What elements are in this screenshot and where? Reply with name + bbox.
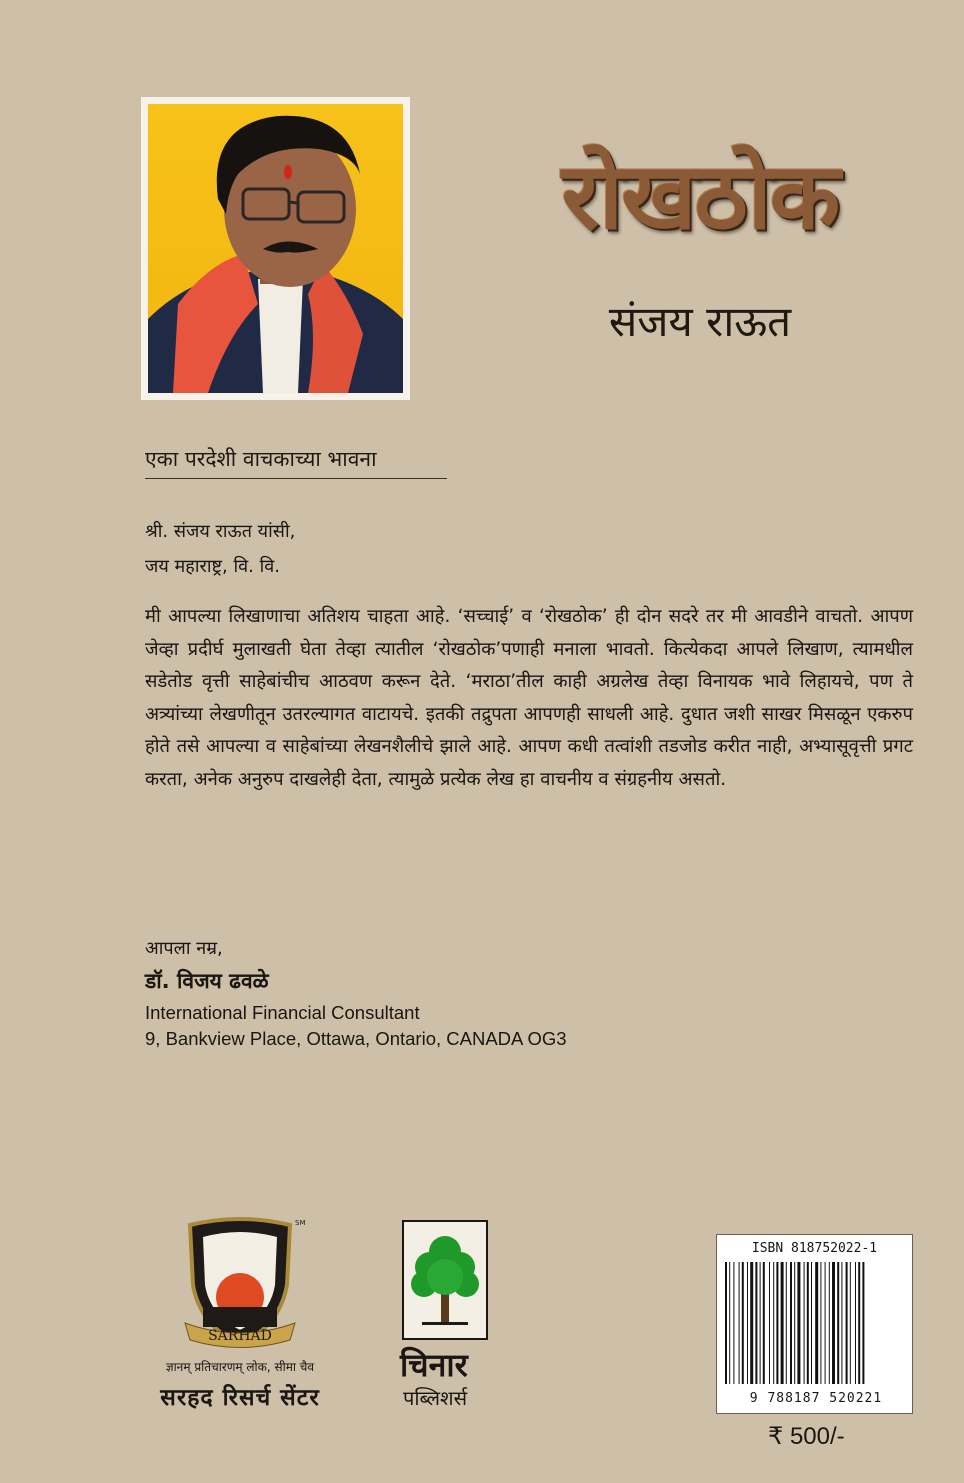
letter-heading: एका परदेशी वाचकाच्या भावना	[145, 447, 377, 471]
salutation-line-1: श्री. संजय राऊत यांसी,	[145, 521, 296, 542]
book-title: रोखठोक	[561, 142, 839, 250]
author-name: संजय राऊत	[608, 297, 792, 346]
isbn-number: ISBN 818752022-1	[751, 1241, 878, 1256]
barcode-bars	[723, 1262, 908, 1387]
sarhad-name: सरहद रिसर्च सेंटर	[160, 1385, 320, 1411]
heading-underline	[145, 478, 447, 479]
barcode-digits: 9 788187 520221	[749, 1391, 883, 1406]
price: ₹ 500/-	[768, 1423, 845, 1450]
chinar-subtitle: पब्लिशर्स	[403, 1386, 468, 1410]
chinar-name: चिनार	[400, 1346, 468, 1384]
signatory-title: International Financial Consultant	[145, 1002, 420, 1023]
sarhad-motto: ज्ञानम् प्रतिचारणम् लोक, सीमा चैव	[165, 1360, 315, 1374]
signatory-name: डॉ. विजय ढवळे	[145, 969, 269, 993]
author-photo	[141, 97, 410, 400]
salutation-line-2: जय महाराष्ट्र, वि. वि.	[145, 556, 280, 577]
chinar-logo	[402, 1220, 488, 1340]
letter-closing: आपला नम्र,	[145, 938, 223, 959]
tree-icon	[404, 1222, 486, 1338]
sarhad-sm-mark: SM	[295, 1219, 305, 1227]
signatory-address: 9, Bankview Place, Ottawa, Ontario, CANADA OG3	[145, 1028, 567, 1049]
sarhad-logo	[175, 1215, 305, 1355]
barcode-box	[716, 1234, 913, 1414]
sarhad-logo-text: SARHAD	[208, 1328, 272, 1344]
salutation	[145, 514, 295, 584]
author-portrait	[148, 104, 403, 393]
letter-body: मी आपल्या लिखाणाचा अतिशय चाहता आहे. ‘सच्चाई’ व ‘रोखठोक’ ही दोन सदरे तर मी आवडीने वाचतो. आपण जेव्हा प्रदीर्घ मुलाखती घेता तेव्हा त्यातील ‘रोखठोक’पणाही मनाला भावतो. कित्येकदा आपले लिखाण, त्यामधील सडेतोड वृत्ती साहेबांचीच आठवण करून देते. ‘मराठा’तील काही अग्रलेख तेव्हा विनायक भावे लिहायचे, पण ते अत्र्यांच्या लेखणीतून उतरल्यागत वाटायचे. इतकी तद्रुपता आपणही साधली आहे. दुधात जशी साखर मिसळून एकरुप होते तसे आपल्या व साहेबांच्या लेखनशैलीचे झाले आहे. आपण कधी तत्वांशी तडजोड करीत नाही, अभ्यासूवृत्ती प्रगट करता, अनेक अनुरुप दाखलेही देता, त्यामुळे प्रत्येक लेख हा वाचनीय व संग्रहनीय असतो.	[145, 606, 913, 790]
